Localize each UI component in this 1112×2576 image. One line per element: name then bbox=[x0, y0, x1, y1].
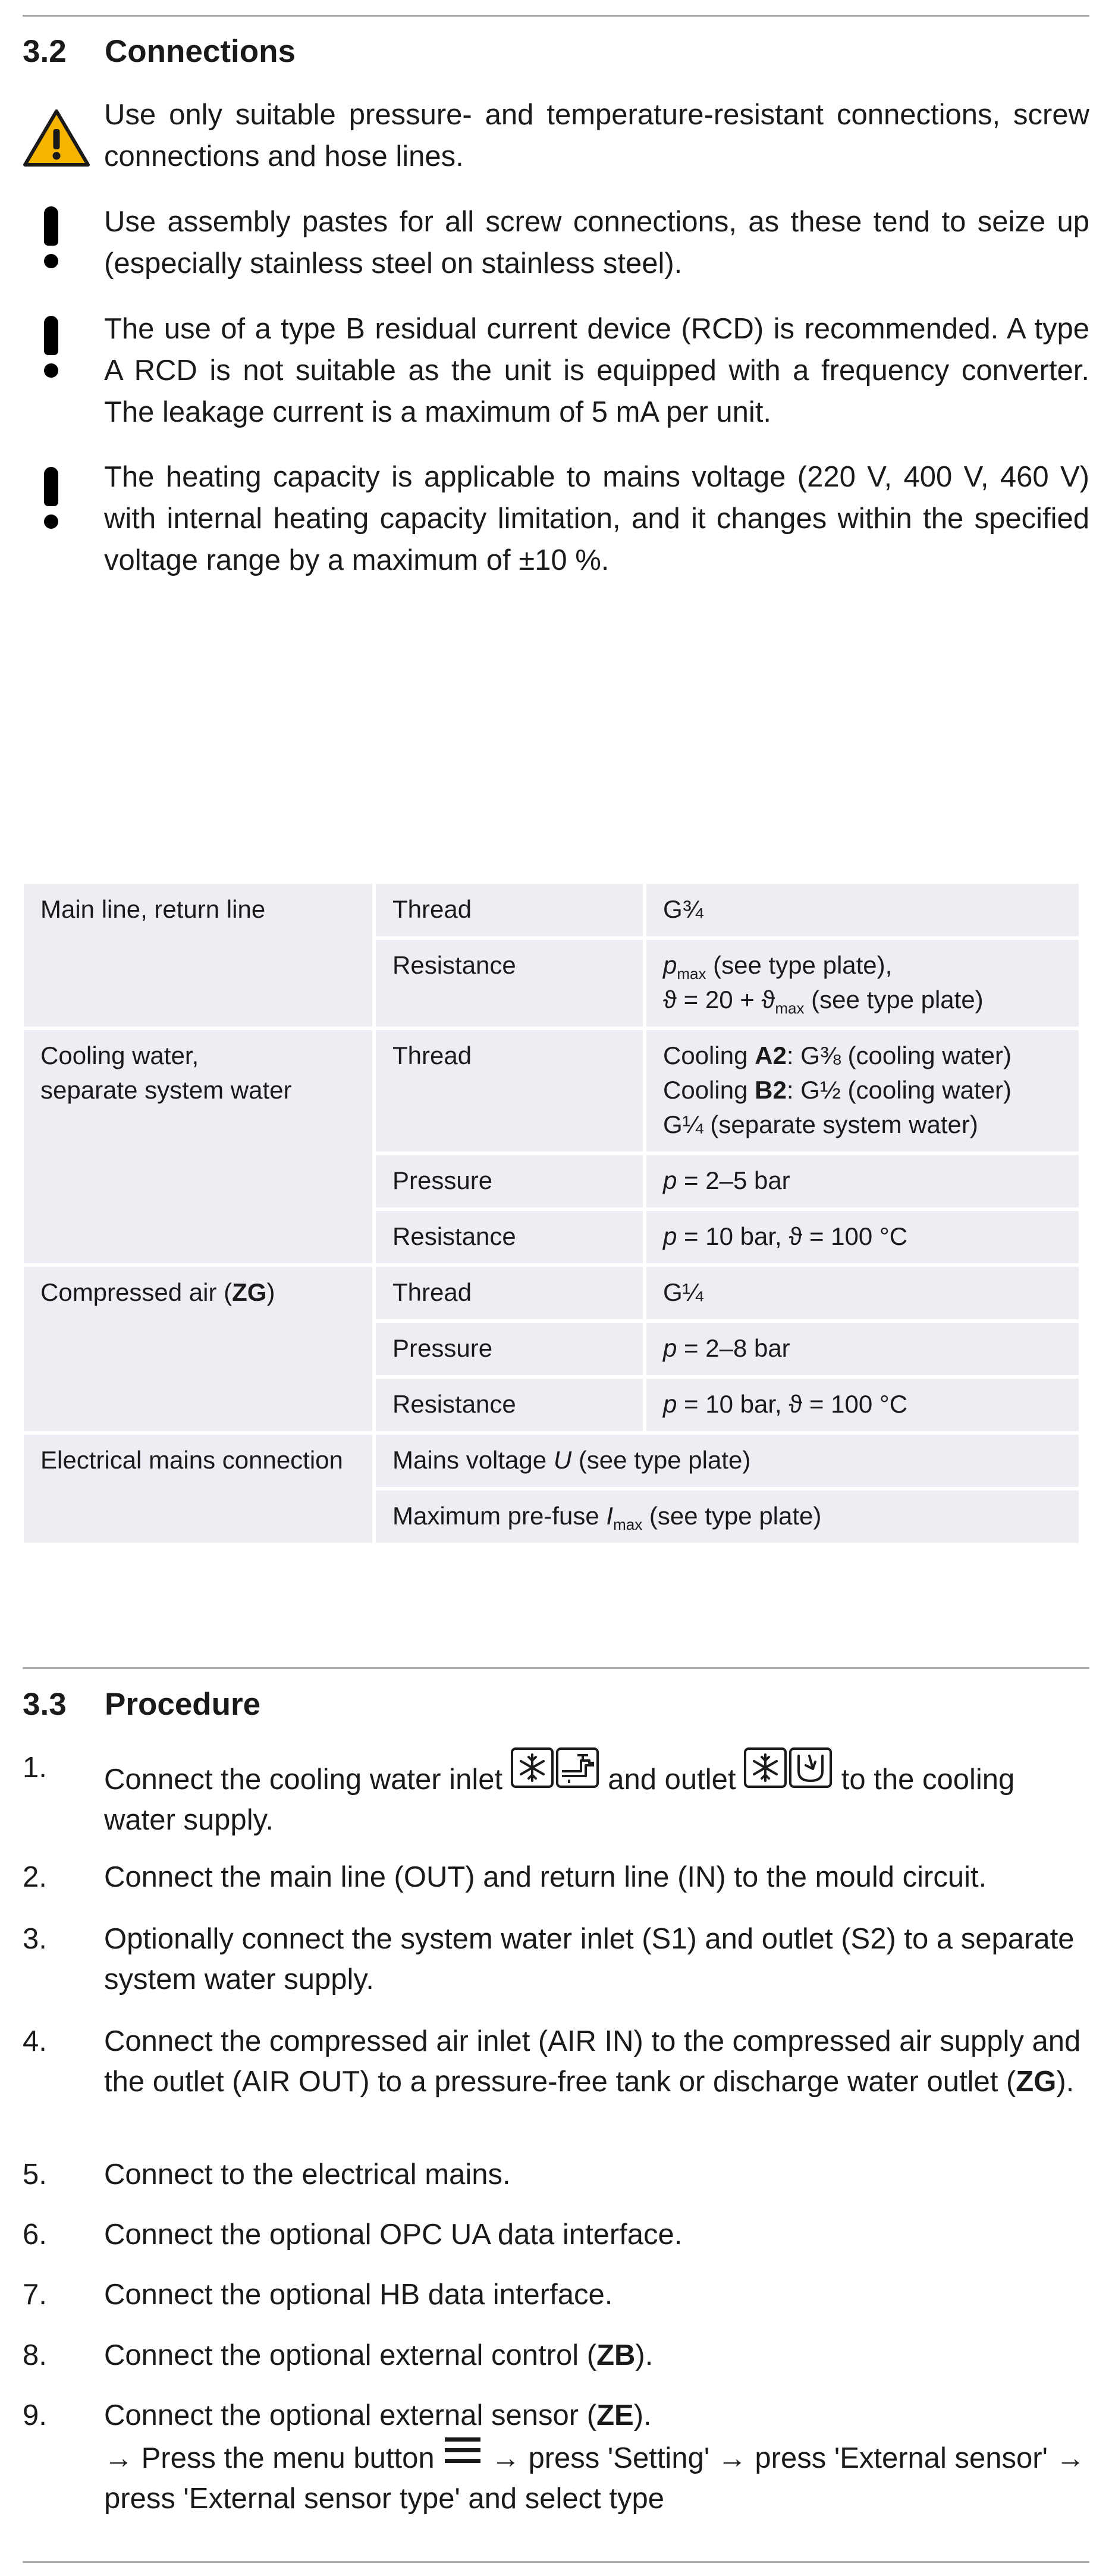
row-value: Maximum pre-fuse $I_{max}$ (see type plate) bbox=[376, 1491, 1079, 1543]
system-water-line: G¼ (separate system water) bbox=[663, 1110, 978, 1138]
step-number: 9. bbox=[23, 2399, 47, 2431]
list-item bbox=[23, 2395, 1089, 2519]
warning-note: Use only suitable pressure- and temperature-resistant connections, screw connections and hose lines. bbox=[104, 99, 1089, 172]
warning-icon bbox=[23, 108, 90, 168]
row-value bbox=[646, 940, 1079, 1027]
list-item bbox=[23, 1919, 1089, 2000]
temp-line: $ϑ = 20 + ϑ_{max}$ (see type plate) bbox=[663, 986, 984, 1017]
row-label: Thread bbox=[376, 1030, 643, 1151]
row-label: Resistance bbox=[376, 1379, 643, 1431]
row-value: G¾ bbox=[646, 884, 1079, 936]
note-rcd: The use of a type B residual current device (RCD) is recommended. A type A RCD is not suitable as the unit is equipped with a frequency converter. The leakage current is a maximum of 5 mA per unit. bbox=[104, 313, 1089, 428]
step-number: 6. bbox=[23, 2219, 47, 2251]
list-item bbox=[23, 1747, 1089, 1840]
row-label: Pressure bbox=[376, 1323, 643, 1375]
step-number: 5. bbox=[23, 2158, 47, 2191]
step-text: Connect the optional external sensor (ZE). → Press the menu button → press 'Setting' → press 'External sensor' → press 'External sensor type' and select type bbox=[104, 2399, 1085, 2515]
row-value: p = 10 bar, ϑ = 100 °C bbox=[646, 1379, 1079, 1431]
connections-spec-table bbox=[20, 880, 1082, 1546]
step-text: Optionally connect the system water inlet (S1) and outlet (S2) to a separate system water supply. bbox=[104, 1923, 1075, 1995]
step-text: Connect the compressed air inlet (AIR IN) to the compressed air supply and the outlet (AIR OUT) to a pressure-free tank or discharge water outlet (ZG). bbox=[104, 2025, 1081, 2098]
row-label: Resistance bbox=[376, 1211, 643, 1263]
cooling-a2-line: Cooling A2: G⅜ (cooling water) bbox=[663, 1041, 1012, 1069]
section-heading-procedure bbox=[23, 1686, 260, 1723]
step-text: Connect the optional external control (ZB). bbox=[104, 2339, 654, 2371]
row-value: p = 2–8 bar bbox=[646, 1323, 1079, 1375]
table-row bbox=[24, 1267, 1079, 1319]
section-number: 3.3 bbox=[23, 1687, 67, 1722]
step-text: Connect to the electrical mains. bbox=[104, 2158, 511, 2191]
step-number: 1. bbox=[23, 1752, 47, 1784]
row-label: Thread bbox=[376, 1267, 643, 1319]
pmax-line: $p_{max}$ (see type plate), bbox=[663, 951, 893, 983]
row-value: G¼ bbox=[646, 1267, 1079, 1319]
cooling-water-outlet-icon bbox=[744, 1747, 833, 1793]
table-row bbox=[24, 1435, 1079, 1487]
note-heating-capacity: The heating capacity is applicable to mains voltage (220 V, 400 V, 460 V) with internal heating capacity limitation, and it changes within the specified voltage range by a maximum of ±10 %. bbox=[104, 461, 1089, 576]
group-name-line: Cooling water, bbox=[40, 1041, 199, 1069]
group-compressed-air: Compressed air (ZG) bbox=[24, 1267, 372, 1431]
step-number: 8. bbox=[23, 2339, 47, 2371]
list-item bbox=[23, 2021, 1089, 2102]
list-item bbox=[23, 2154, 1089, 2195]
section-heading-connections bbox=[23, 33, 296, 70]
section-title: Connections bbox=[105, 34, 296, 69]
top-divider bbox=[23, 15, 1089, 17]
menu-icon bbox=[442, 2436, 483, 2465]
section-title: Procedure bbox=[105, 1687, 261, 1722]
row-label: Pressure bbox=[376, 1155, 643, 1207]
step-text: Connect the main line (OUT) and return line (IN) to the mould circuit. bbox=[104, 1861, 987, 1893]
section-number: 3.2 bbox=[23, 34, 67, 69]
cooling-b2-line: Cooling B2: G½ (cooling water) bbox=[663, 1076, 1012, 1104]
row-value: p = 10 bar, ϑ = 100 °C bbox=[646, 1211, 1079, 1263]
group-cooling-water bbox=[24, 1030, 372, 1263]
group-electrical: Electrical mains connection bbox=[24, 1435, 372, 1543]
step-text: Connect the cooling water inlet and outlet to the cooling water supply. bbox=[104, 1747, 1089, 1840]
step-number: 4. bbox=[23, 2025, 47, 2057]
step-number: 3. bbox=[23, 1923, 47, 1955]
row-label: Thread bbox=[376, 884, 643, 936]
step-number: 2. bbox=[23, 1861, 47, 1893]
group-main-line: Main line, return line bbox=[24, 884, 372, 1027]
row-value: Mains voltage U (see type plate) bbox=[376, 1435, 1079, 1487]
list-item bbox=[23, 2335, 1089, 2376]
bottom-divider bbox=[23, 2561, 1089, 2563]
list-item bbox=[23, 2214, 1089, 2255]
table-row bbox=[24, 1030, 1079, 1151]
step-number: 7. bbox=[23, 2279, 47, 2311]
list-item bbox=[23, 2274, 1089, 2315]
row-label: Resistance bbox=[376, 940, 643, 1027]
row-value: p = 2–5 bar bbox=[646, 1155, 1079, 1207]
step-text: Connect the optional OPC UA data interface. bbox=[104, 2219, 683, 2251]
group-name-line: separate system water bbox=[40, 1076, 292, 1104]
table-row bbox=[24, 884, 1079, 936]
section-divider bbox=[23, 1667, 1089, 1669]
cooling-water-inlet-icon bbox=[511, 1747, 600, 1793]
row-value bbox=[646, 1030, 1079, 1151]
note-assembly-paste: Use assembly pastes for all screw connections, as these tend to seize up (especially stainless steel on stainless steel). bbox=[104, 206, 1089, 280]
step-text: Connect the optional HB data interface. bbox=[104, 2279, 613, 2311]
list-item bbox=[23, 1857, 1089, 1897]
